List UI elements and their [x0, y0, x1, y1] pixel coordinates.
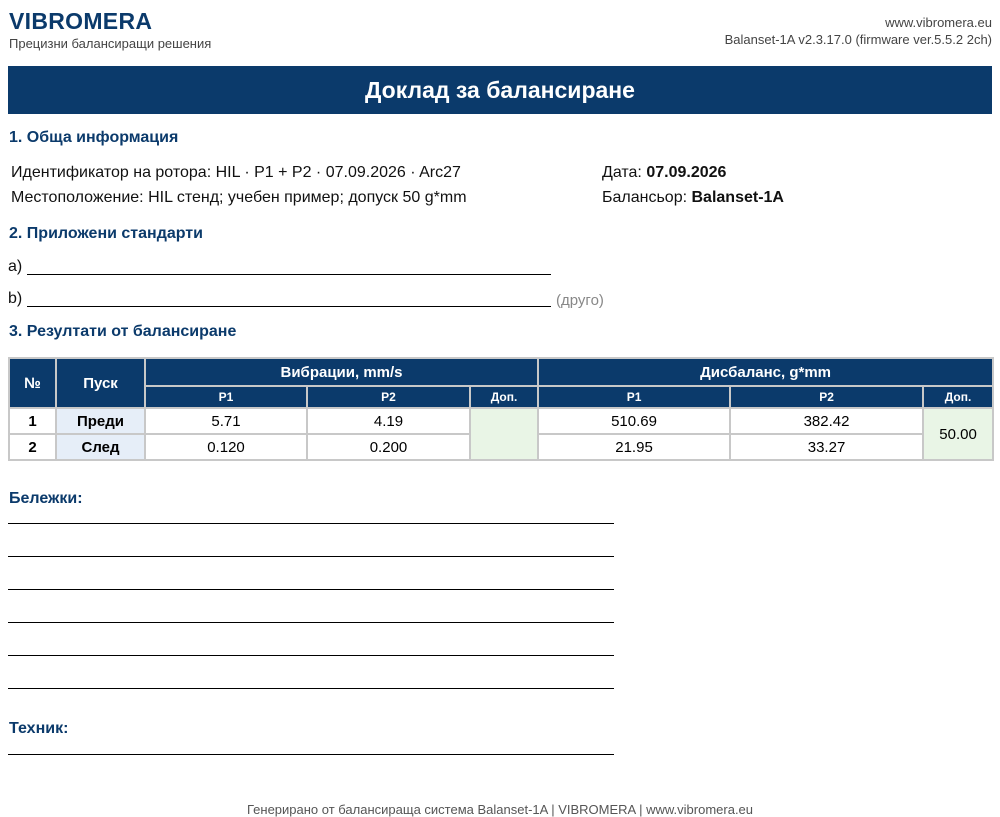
section-general-heading: 1. Обща информация [9, 129, 179, 146]
col-no-header: № [9, 358, 56, 408]
vib-p2-value: 0.200 [307, 434, 470, 460]
unb-tol-header: Доп. [923, 386, 993, 408]
standard-a-rule [27, 274, 551, 275]
report-title: Доклад за балансиране [8, 66, 992, 114]
brand-name: VIBROMERA [9, 8, 153, 34]
website-text: www.vibromera.eu [885, 15, 992, 30]
standard-other-label: (друго) [556, 292, 604, 309]
balancer-value: Balanset-1A [691, 189, 784, 206]
unbalance-group-header: Дисбаланс, g*mm [538, 358, 993, 386]
unb-p1-value: 21.95 [538, 434, 730, 460]
version-text: Balanset-1A v2.3.17.0 (firmware ver.5.5.2 2ch) [724, 32, 992, 47]
vib-p1-header: P1 [145, 386, 307, 408]
balancer-field [602, 189, 784, 207]
col-run-header: Пуск [56, 358, 145, 408]
unb-p1-header: P1 [538, 386, 730, 408]
rotor-id-text: Идентификатор на ротора: HIL · P1 + P2 · 07.09.2026 · Arc27 [11, 164, 461, 181]
unb-p2-value: 33.27 [730, 434, 923, 460]
brand-tagline: Прецизни балансиращи решения [9, 36, 212, 51]
notes-line [8, 655, 614, 656]
technician-label: Техник: [9, 720, 69, 737]
notes-line [8, 589, 614, 590]
row-number: 1 [9, 408, 56, 434]
balancer-label: Балансьор: [602, 189, 688, 206]
date-field [602, 164, 726, 182]
unb-p2-value: 382.42 [730, 408, 923, 434]
unb-p2-header: P2 [730, 386, 923, 408]
standard-b-rule [27, 306, 551, 307]
unb-tolerance-value: 50.00 [923, 408, 993, 460]
run-name: Преди [56, 408, 145, 434]
unb-p1-value: 510.69 [538, 408, 730, 434]
notes-line [8, 556, 614, 557]
technician-signature-line [8, 754, 614, 755]
vib-p2-value: 4.19 [307, 408, 470, 434]
brand-block [9, 7, 211, 52]
vib-p1-value: 5.71 [145, 408, 307, 434]
results-table [8, 357, 994, 461]
footer-text: Генерирано от балансираща система Balanset-1A | VIBROMERA | www.vibromera.eu [246, 802, 754, 817]
notes-label: Бележки: [9, 490, 83, 507]
row-number: 2 [9, 434, 56, 460]
date-value: 07.09.2026 [646, 164, 727, 181]
vib-tolerance-value [470, 408, 538, 460]
date-label: Дата: [602, 164, 642, 181]
vibration-group-header: Вибрации, mm/s [145, 358, 538, 386]
run-name: След [56, 434, 145, 460]
vib-p2-header: P2 [307, 386, 470, 408]
header-meta [725, 14, 992, 48]
section-standards-heading: 2. Приложени стандарти [9, 225, 203, 242]
standard-b-label: b) [8, 290, 23, 307]
vib-tol-header: Доп. [470, 386, 538, 408]
notes-line [8, 688, 614, 689]
notes-line [8, 622, 614, 623]
section-results-heading: 3. Резултати от балансиране [9, 323, 237, 340]
notes-line [8, 523, 614, 524]
location-text: Местоположение: HIL стенд; учебен пример; допуск 50 g*mm [11, 189, 467, 206]
vib-p1-value: 0.120 [145, 434, 307, 460]
standard-a-label: a) [8, 258, 23, 275]
table-row [9, 408, 993, 434]
